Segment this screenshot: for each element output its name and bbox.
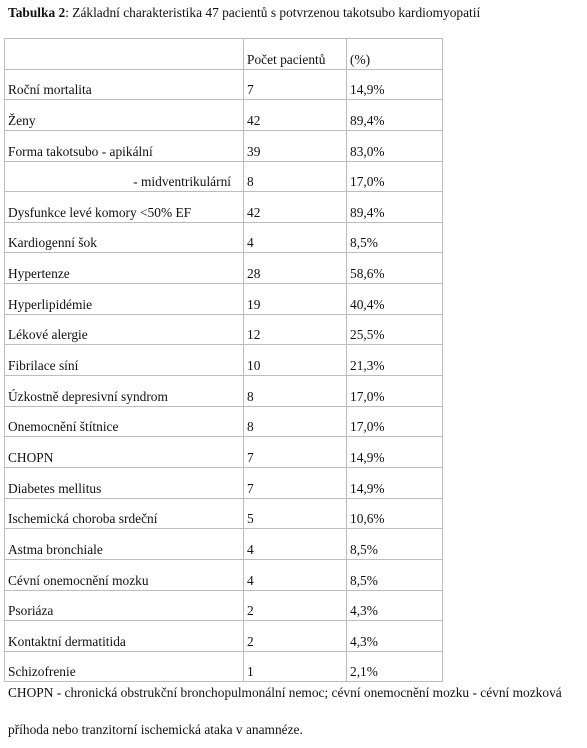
row-percent-cell: 8,5% xyxy=(347,559,443,590)
row-label-cell: Ženy xyxy=(5,100,244,131)
row-count-cell: 4 xyxy=(244,222,347,253)
table-row xyxy=(5,467,443,498)
table-row xyxy=(5,192,443,223)
row-count-cell: 19 xyxy=(244,284,347,315)
row-percent-cell: 58,6% xyxy=(347,253,443,284)
row-percent-cell: 8,5% xyxy=(347,529,443,560)
row-count-cell: 4 xyxy=(244,559,347,590)
row-label-cell: Schizofrenie xyxy=(5,651,244,682)
row-label-cell: Roční mortalita xyxy=(5,69,244,100)
characteristics-table xyxy=(4,38,443,682)
row-percent-cell: 2,1% xyxy=(347,651,443,682)
table-caption xyxy=(8,5,480,21)
row-count-cell: 7 xyxy=(244,69,347,100)
row-percent-cell: 17,0% xyxy=(347,376,443,407)
row-label-cell: Astma bronchiale xyxy=(5,529,244,560)
table-row xyxy=(5,253,443,284)
caption-text: : Základní charakteristika 47 pacientů s potvrzenou takotsubo kardiomyopatií xyxy=(65,5,481,20)
table-row xyxy=(5,590,443,621)
table-row xyxy=(5,529,443,560)
table-row xyxy=(5,161,443,192)
row-label-cell: Hyperlipidémie xyxy=(5,284,244,315)
table-row xyxy=(5,345,443,376)
row-count-cell: 10 xyxy=(244,345,347,376)
row-label-cell: Dysfunkce levé komory <50% EF xyxy=(5,192,244,223)
row-percent-cell: 4,3% xyxy=(347,621,443,652)
table-footnote: CHOPN - chronická obstrukční bronchopulmonální nemoc; cévní onemocnění mozku - cévní mozková příhoda nebo tranzitorní ischemická ataka v anamnéze. xyxy=(8,685,562,737)
table-row xyxy=(5,621,443,652)
row-percent-cell: 14,9% xyxy=(347,437,443,468)
row-count-cell: 1 xyxy=(244,651,347,682)
row-count-cell: 2 xyxy=(244,621,347,652)
table-body xyxy=(5,39,443,682)
row-count-cell: 8 xyxy=(244,161,347,192)
table-row xyxy=(5,100,443,131)
row-label-cell: Kontaktní dermatitida xyxy=(5,621,244,652)
row-label-cell: Lékové alergie xyxy=(5,314,244,345)
row-label-cell: Forma takotsubo - apikální xyxy=(5,130,244,161)
row-percent-cell: 21,3% xyxy=(347,345,443,376)
row-percent-cell: 14,9% xyxy=(347,69,443,100)
row-count-cell: 12 xyxy=(244,314,347,345)
row-label-cell: Psoriáza xyxy=(5,590,244,621)
row-count-cell: 8 xyxy=(244,406,347,437)
table-row xyxy=(5,222,443,253)
row-label-cell: Úzkostně depresivní syndrom xyxy=(5,376,244,407)
row-percent-cell: 14,9% xyxy=(347,467,443,498)
row-label-cell: Ischemická choroba srdeční xyxy=(5,498,244,529)
row-percent-cell: 17,0% xyxy=(347,161,443,192)
row-percent-cell: 89,4% xyxy=(347,100,443,131)
table-row xyxy=(5,437,443,468)
table-row xyxy=(5,284,443,315)
row-label-cell: Kardiogenní šok xyxy=(5,222,244,253)
row-percent-cell: 25,5% xyxy=(347,314,443,345)
row-label-cell: Hypertenze xyxy=(5,253,244,284)
row-count-cell: 42 xyxy=(244,100,347,131)
row-label-cell: Cévní onemocnění mozku xyxy=(5,559,244,590)
row-percent-cell: 10,6% xyxy=(347,498,443,529)
row-percent-cell: 40,4% xyxy=(347,284,443,315)
row-percent-cell: 89,4% xyxy=(347,192,443,223)
table-row xyxy=(5,69,443,100)
row-count-cell: 7 xyxy=(244,437,347,468)
header-cell-count: Počet pacientů xyxy=(244,39,347,70)
row-count-cell: 8 xyxy=(244,376,347,407)
row-label-cell: - midventrikulární xyxy=(5,161,244,192)
row-label-cell: Diabetes mellitus xyxy=(5,467,244,498)
row-percent-cell: 8,5% xyxy=(347,222,443,253)
row-label-cell: Onemocnění štítnice xyxy=(5,406,244,437)
row-count-cell: 4 xyxy=(244,529,347,560)
row-count-cell: 28 xyxy=(244,253,347,284)
table-row xyxy=(5,314,443,345)
row-count-cell: 42 xyxy=(244,192,347,223)
row-label-cell: CHOPN xyxy=(5,437,244,468)
row-percent-cell: 4,3% xyxy=(347,590,443,621)
row-count-cell: 39 xyxy=(244,130,347,161)
table-row xyxy=(5,406,443,437)
table-header-row xyxy=(5,39,443,70)
table-row xyxy=(5,376,443,407)
header-cell-label xyxy=(5,39,244,70)
table-row xyxy=(5,130,443,161)
table-row xyxy=(5,559,443,590)
row-count-cell: 5 xyxy=(244,498,347,529)
row-count-cell: 7 xyxy=(244,467,347,498)
header-cell-percent: (%) xyxy=(347,39,443,70)
table-row xyxy=(5,498,443,529)
row-percent-cell: 17,0% xyxy=(347,406,443,437)
row-label-cell: Fibrilace síní xyxy=(5,345,244,376)
row-count-cell: 2 xyxy=(244,590,347,621)
caption-label: Tabulka 2 xyxy=(8,5,66,20)
row-percent-cell: 83,0% xyxy=(347,130,443,161)
